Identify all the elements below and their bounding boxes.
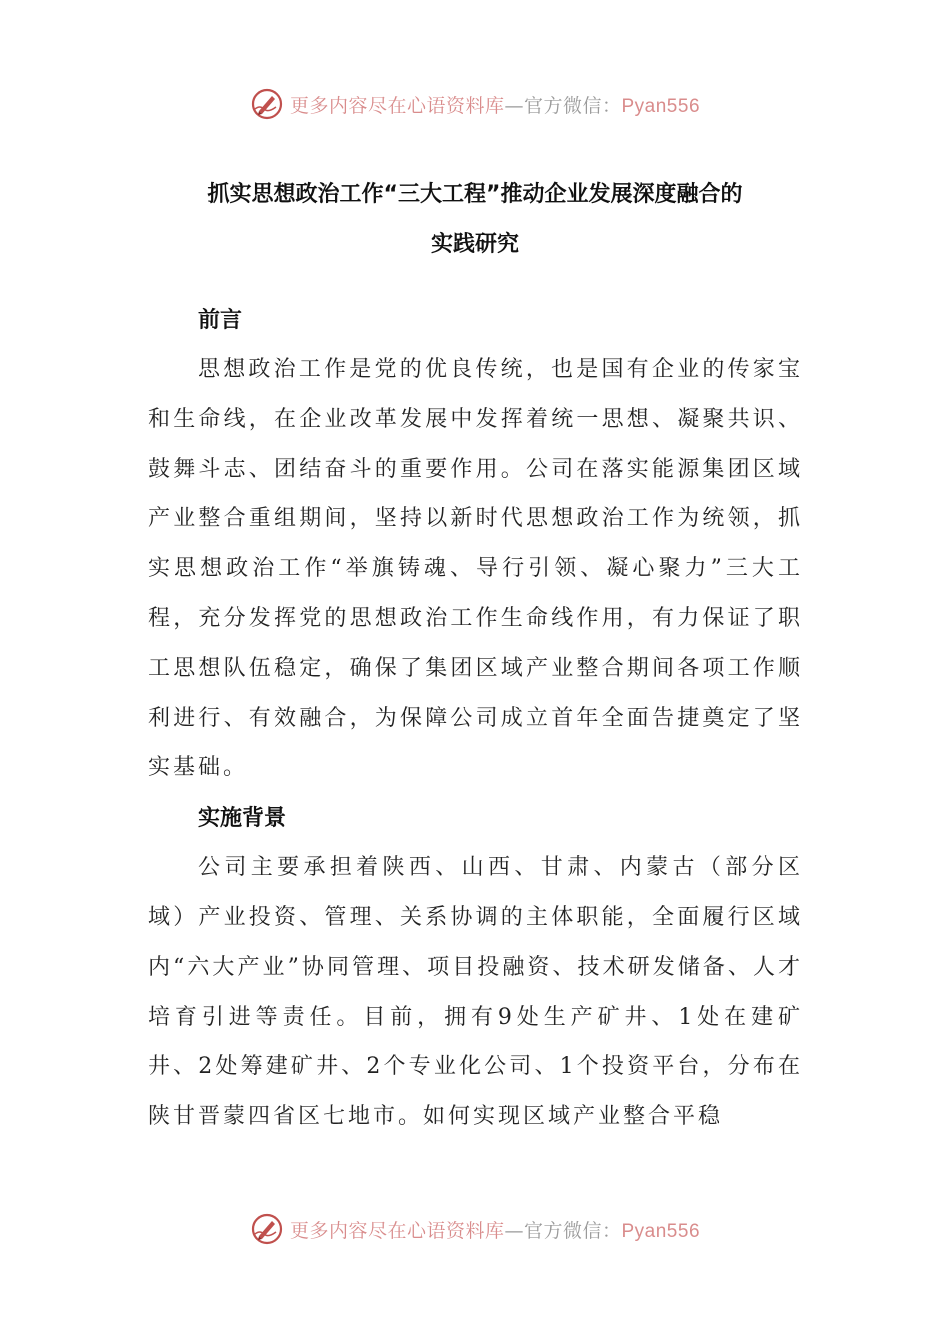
watermark-separator: — [504, 94, 524, 117]
watermark-text [290, 1216, 700, 1243]
watermark-separator: — [504, 1219, 524, 1242]
watermark-wechat-id: Pyan556 [621, 95, 701, 117]
pen-logo-icon [250, 87, 284, 121]
section-paragraph-foreword: 思想政治工作是党的优良传统，也是国有企业的传家宝和生命线，在企业改革发展中发挥着统一思想、凝聚共识、鼓舞斗志、团结奋斗的重要作用。公司在落实能源集团区域产业整合重组期间，坚持以新时代思想政治工作为统领，抓实思想政治工作“举旗铸魂、导行引领、凝心聚力”三大工程，充分发挥党的思想政治工作生命线作用，有力保证了职工思想队伍稳定，确保了集团区域产业整合期间各项工作顺利进行、有效融合，为保障公司成立首年全面告捷奠定了坚实基础。 [148, 357, 803, 781]
section-paragraph-background: 公司主要承担着陕西、山西、甘肃、内蒙古（部分区域）产业投资、管理、关系协调的主体职能，全面履行区域内“六大产业”协同管理、项目投融资、技术研发储备、人才培育引进等责任。目前，拥有9处生产矿井、1处在建矿井、2处筹建矿井、2个专业化公司、1个投资平台，分布在陕甘晋蒙四省区七地市。如何实现区域产业整合平稳 [148, 855, 803, 1130]
watermark-text [290, 91, 700, 118]
document-title-line-2: 实践研究 [430, 232, 519, 257]
section-heading-background: 实施背景 [198, 806, 287, 832]
watermark-main: 更多内容尽在心语资料库 [289, 94, 505, 117]
watermark-main: 更多内容尽在心语资料库 [289, 1219, 505, 1242]
footer-watermark [0, 1209, 950, 1249]
pen-logo-icon [250, 1212, 284, 1246]
header-watermark [0, 84, 950, 124]
document-title-line-1: 抓实思想政治工作“三大工程”推动企业发展深度融合的 [207, 182, 743, 207]
watermark-wechat-id: Pyan556 [621, 1220, 701, 1242]
document-body [148, 297, 803, 1142]
section-heading-foreword: 前言 [198, 308, 243, 333]
watermark-label: 官方微信： [523, 1219, 622, 1242]
watermark-label: 官方微信： [523, 94, 622, 117]
